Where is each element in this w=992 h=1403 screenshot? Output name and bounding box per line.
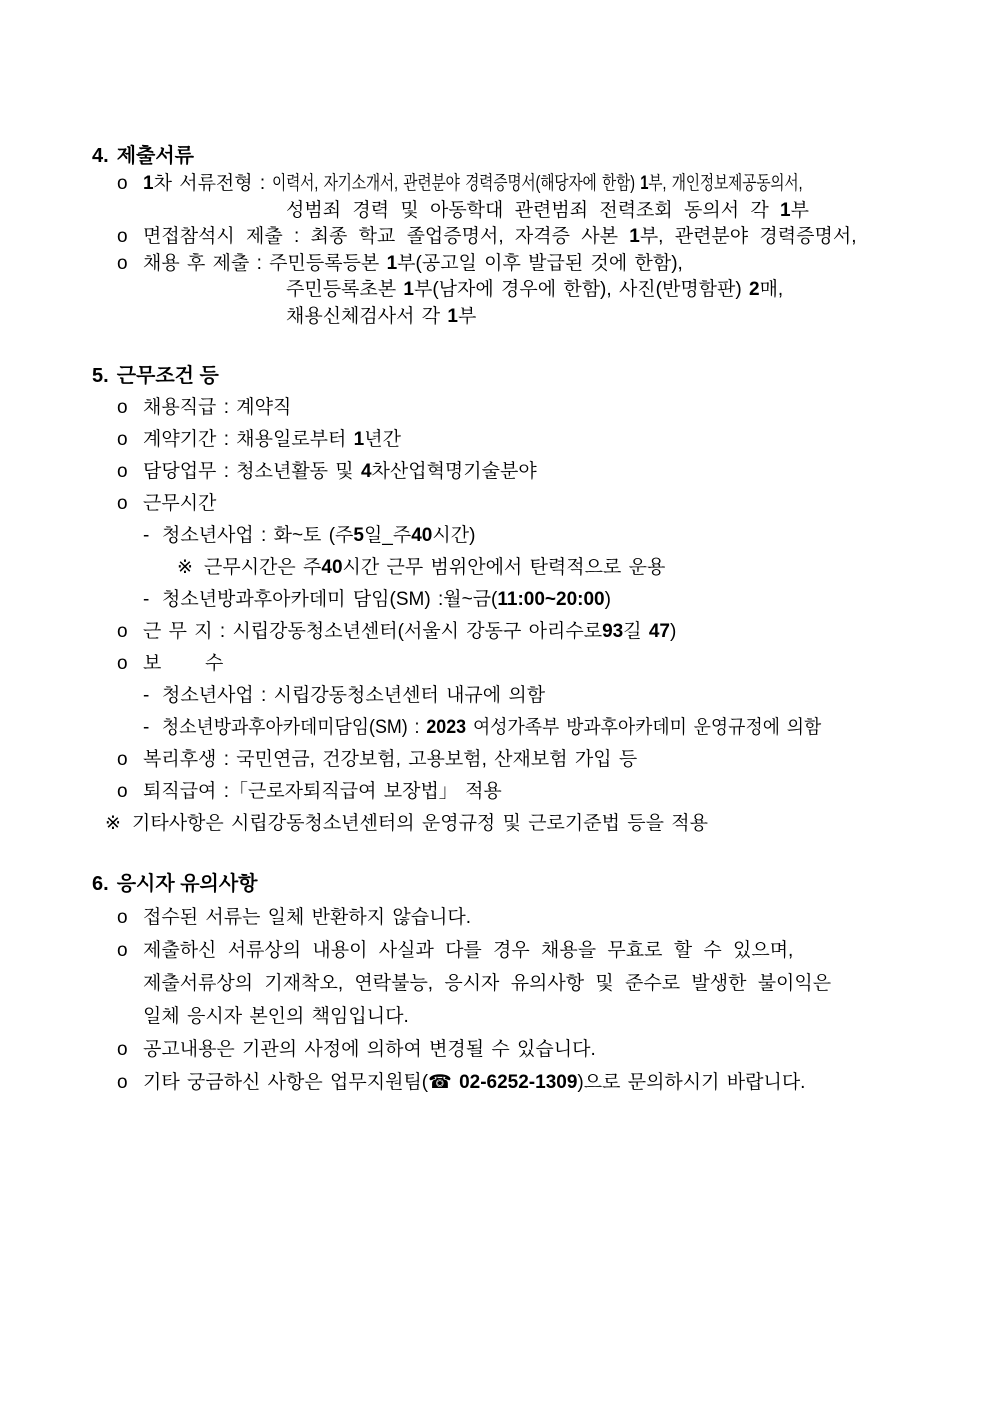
list-item: o 담당업무 : 청소년활동 및 4차산업혁명기술분야 bbox=[0, 456, 992, 488]
dash-bullet: - bbox=[143, 589, 150, 610]
bullet: o bbox=[117, 1072, 128, 1093]
reference-mark: ※ bbox=[105, 813, 121, 834]
sub-list-item: - 청소년방과후아카데미 담임(SM) :월~금(11:00~20:00) bbox=[0, 584, 992, 616]
section-heading bbox=[0, 360, 992, 392]
contact-text-suffix: 02-6252-1309)으로 문의하시기 바랍니다. bbox=[459, 1072, 806, 1093]
bullet: o bbox=[117, 173, 128, 194]
dash-bullet: - bbox=[143, 717, 150, 738]
list-item: o 퇴직급여 :「근로자퇴직급여 보장법」 적용 bbox=[0, 776, 992, 808]
phone-icon: ☎ bbox=[428, 1072, 452, 1093]
contact-text-prefix: 기타 궁금하신 사항은 업무지원팀( bbox=[143, 1072, 429, 1093]
reference-mark: ※ bbox=[177, 557, 193, 578]
item-value: 이력서, 자기소개서, 관련분야 경력증명서(해당자에 한함) 1부, 개인정보제공동의서, bbox=[272, 173, 803, 194]
section-heading bbox=[0, 141, 992, 171]
section-title: 근무조건 등 bbox=[116, 365, 219, 387]
sub-list-item: - 청소년사업 : 시립강동청소년센터 내규에 의함 bbox=[0, 680, 992, 712]
dash-bullet: - bbox=[143, 525, 150, 546]
list-item: o 면접참석시 제출 : 최종 학교 졸업증명서, 자격증 사본 1부, 관련분야 경력증명서, bbox=[0, 224, 992, 251]
section-applicant-notes bbox=[0, 868, 992, 1099]
bullet: o bbox=[117, 1039, 128, 1060]
section-title: 제출서류 bbox=[116, 145, 194, 167]
bullet: o bbox=[117, 940, 128, 961]
bullet: o bbox=[117, 621, 128, 642]
dash-bullet: - bbox=[143, 685, 150, 706]
list-item-continuation: 일체 응시자 본인의 책임입니다. bbox=[143, 1006, 409, 1027]
bullet: o bbox=[117, 397, 128, 418]
list-item bbox=[0, 1066, 992, 1099]
section-title: 응시자 유의사항 bbox=[116, 873, 258, 895]
list-item-continuation: 성범죄 경력 및 아동학대 관련범죄 전력조회 동의서 각 1부 bbox=[286, 199, 809, 221]
list-item-continuation: 채용신체검사서 각 1부 bbox=[286, 305, 477, 327]
list-item: o 근무시간 bbox=[0, 488, 992, 520]
section-number: 5. bbox=[92, 365, 109, 387]
bullet: o bbox=[117, 493, 128, 514]
section-number: 4. bbox=[92, 145, 109, 167]
bullet: o bbox=[117, 226, 128, 247]
bullet: o bbox=[117, 907, 128, 928]
list-item-continuation: 주민등록초본 1부(남자에 경우에 한함), 사진(반명함판) 2매, bbox=[286, 279, 784, 300]
sub-list-item: - 청소년방과후아카데미담임(SM) : 2023 여성가족부 방과후아카데미 운영규정에 의함 bbox=[0, 712, 992, 744]
list-item: o 제출하신 서류상의 내용이 사실과 다를 경우 채용을 무효로 할 수 있으며, bbox=[0, 934, 992, 967]
list-item: o 접수된 서류는 일체 반환하지 않습니다. bbox=[0, 901, 992, 934]
list-item: o 채용직급 : 계약직 bbox=[0, 392, 992, 424]
bullet: o bbox=[117, 252, 128, 274]
note-item: ※ 기타사항은 시립강동청소년센터의 운영규정 및 근로기준법 등을 적용 bbox=[0, 808, 992, 840]
list-item: o 계약기간 : 채용일로부터 1년간 bbox=[0, 424, 992, 456]
list-item: o 복리후생 : 국민연금, 건강보험, 고용보험, 산재보험 가입 등 bbox=[0, 744, 992, 776]
bullet: o bbox=[117, 781, 128, 802]
list-item bbox=[0, 171, 992, 198]
section-working-conditions bbox=[0, 360, 992, 840]
list-item: o 채용 후 제출 : 주민등록등본 1부(공고일 이후 발급된 것에 한함), bbox=[0, 251, 992, 278]
note-item: ※ 근무시간은 주40시간 근무 범위안에서 탄력적으로 운용 bbox=[0, 552, 992, 584]
bullet: o bbox=[117, 461, 128, 482]
list-item-continuation: 제출서류상의 기재착오, 연락불능, 응시자 유의사항 및 준수로 발생한 불이익은 bbox=[143, 973, 832, 994]
bullet: o bbox=[117, 429, 128, 450]
list-item: o 공고내용은 기관의 사정에 의하여 변경될 수 있습니다. bbox=[0, 1033, 992, 1066]
bullet: o bbox=[117, 749, 128, 770]
list-item: o 근 무 지 : 시립강동청소년센터(서울시 강동구 아리수로93길 47) bbox=[0, 616, 992, 648]
bullet: o bbox=[117, 653, 128, 674]
list-item: o 보 수 bbox=[0, 648, 992, 680]
sub-list-item: - 청소년사업 : 화~토 (주5일_주40시간) bbox=[0, 520, 992, 552]
section-submission-documents bbox=[0, 141, 992, 330]
section-heading bbox=[0, 868, 992, 901]
section-number: 6. bbox=[92, 873, 109, 895]
item-label: 1차 서류전형 : bbox=[143, 173, 273, 194]
